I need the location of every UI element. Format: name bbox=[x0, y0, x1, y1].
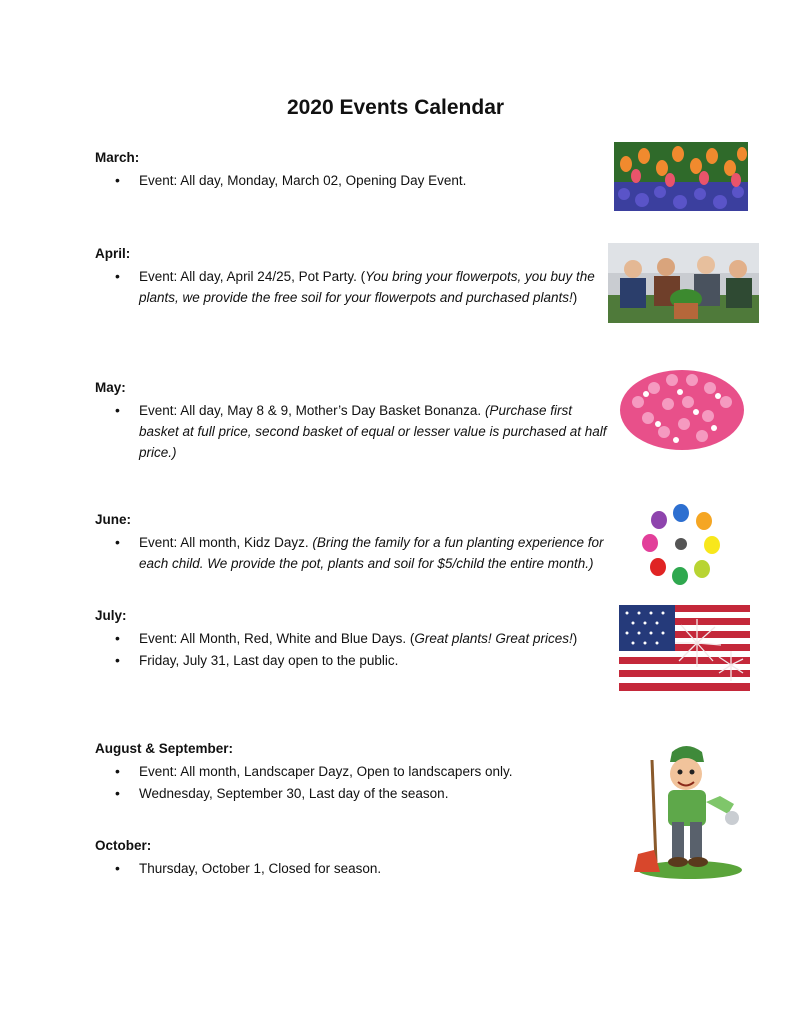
section-july bbox=[95, 608, 615, 672]
tulips-photo bbox=[614, 142, 748, 211]
list-item: • Event: All Month, Red, White and Blue Days. (Great plants! Great prices!) bbox=[95, 628, 615, 649]
section-august-september bbox=[95, 741, 615, 805]
people-with-plants-photo bbox=[608, 243, 759, 323]
section-heading: May: bbox=[95, 380, 126, 395]
section-april bbox=[95, 246, 615, 309]
section-heading: July: bbox=[95, 608, 127, 623]
event-list bbox=[95, 532, 615, 574]
american-flag-fireworks-photo bbox=[619, 605, 750, 691]
section-heading: August & September: bbox=[95, 741, 234, 756]
gardener-cartoon bbox=[628, 742, 748, 882]
event-list bbox=[95, 628, 615, 671]
section-may bbox=[95, 380, 615, 464]
pink-flower-basket-photo bbox=[618, 362, 746, 452]
list-item: • Event: All month, Landscaper Dayz, Open to landscapers only. bbox=[95, 761, 615, 782]
page-title: 2020 Events Calendar bbox=[286, 96, 505, 119]
section-heading: October: bbox=[95, 838, 152, 853]
event-list bbox=[95, 400, 615, 463]
list-item: • Event: All month, Kidz Dayz. (Bring the family for a fun planting experience for each child. We provide the pot, plants and soil for $5/child the entire month.) bbox=[95, 532, 615, 574]
list-item: • Thursday, October 1, Closed for season. bbox=[95, 858, 615, 879]
section-heading: March: bbox=[95, 150, 140, 165]
section-march bbox=[95, 150, 615, 192]
list-item: • Wednesday, September 30, Last day of the season. bbox=[95, 783, 615, 804]
section-october bbox=[95, 838, 615, 880]
event-list bbox=[95, 170, 615, 191]
list-item: • Event: All day, April 24/25, Pot Party. (You bring your flowerpots, you buy the plants, we provide the free soil for your flowerpots and purchased plants!) bbox=[95, 266, 615, 308]
event-list bbox=[95, 858, 615, 879]
event-list bbox=[95, 266, 615, 308]
event-list bbox=[95, 761, 615, 804]
section-heading: June: bbox=[95, 512, 132, 527]
section-june bbox=[95, 512, 615, 575]
list-item: • Event: All day, May 8 & 9, Mother’s Day Basket Bonanza. (Purchase first basket at full price, second basket of equal or lesser value is purchased at half price.) bbox=[95, 400, 615, 463]
handprints-circle-logo bbox=[642, 503, 720, 585]
section-heading: April: bbox=[95, 246, 131, 261]
list-item: • Event: All day, Monday, March 02, Opening Day Event. bbox=[95, 170, 615, 191]
list-item: • Friday, July 31, Last day open to the public. bbox=[95, 650, 615, 671]
